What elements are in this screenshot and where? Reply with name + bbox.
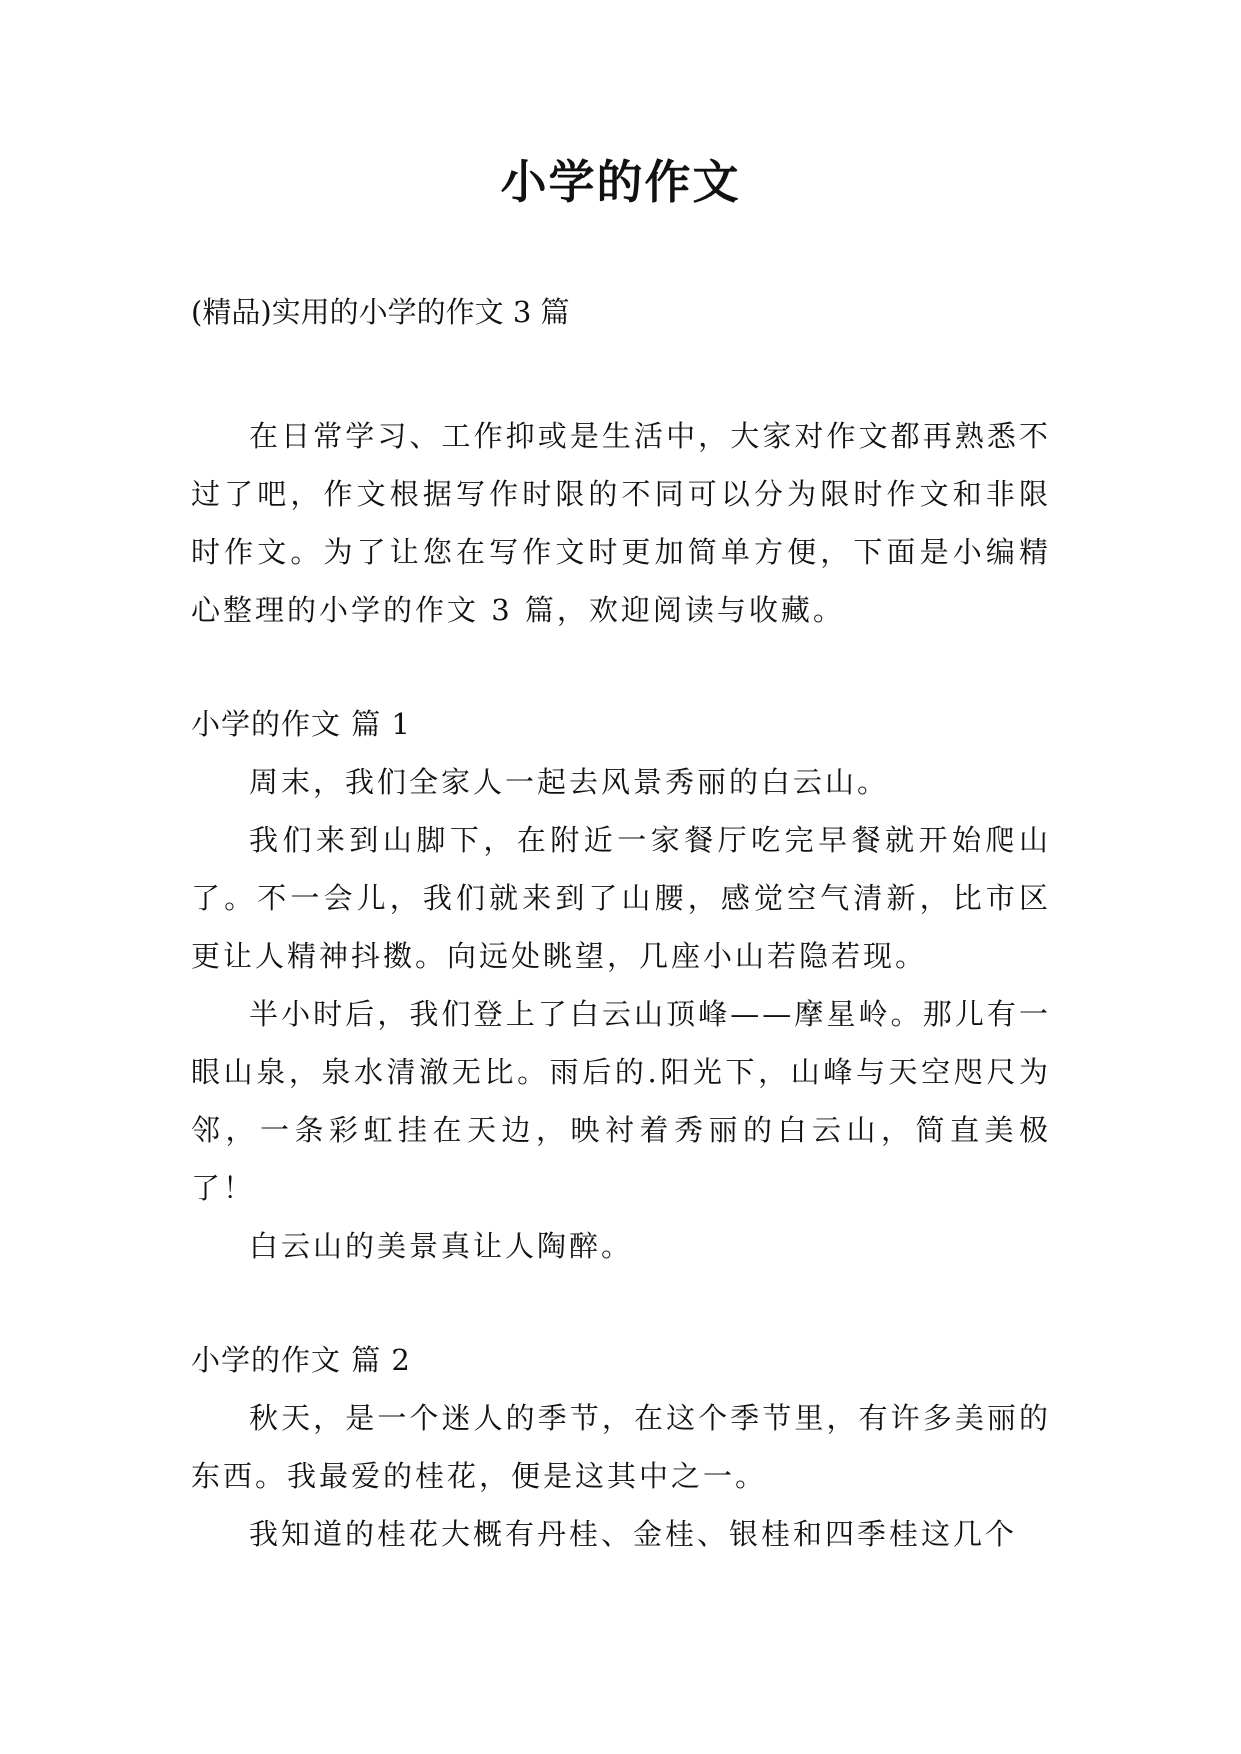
section-heading: 小学的作文 篇 1	[191, 707, 411, 741]
paragraph: 周末，我们全家人一起去风景秀丽的白云山。	[249, 765, 890, 799]
paragraph: 白云山的美景真让人陶醉。	[249, 1229, 634, 1263]
section-heading: 小学的作文 篇 2	[191, 1343, 411, 1377]
paragraph: 半小时后，我们登上了白云山顶峰——摩星岭。那儿有一眼山泉，泉水清澈无比。雨后的.阳光下，山峰与天空咫尺为邻，一条彩虹挂在天边，映衬着秀丽的白云山，简直美极了！	[191, 997, 1051, 1205]
essay-section-1	[191, 695, 1051, 1275]
document-body	[191, 407, 1051, 1563]
paragraph: 我们来到山脚下，在附近一家餐厅吃完早餐就开始爬山了。不一会儿，我们就来到了山腰，感觉空气清新，比市区更让人精神抖擞。向远处眺望，几座小山若隐若现。	[191, 823, 1051, 973]
essay-section-2	[191, 1331, 1051, 1563]
paragraph: 秋天，是一个迷人的季节，在这个季节里，有许多美丽的东西。我最爱的桂花，便是这其中之一。	[191, 1401, 1051, 1493]
page-title: 小学的作文	[500, 155, 741, 209]
paragraph: 我知道的桂花大概有丹桂、金桂、银桂和四季桂这几个	[249, 1517, 1018, 1551]
document-subtitle: (精品)实用的小学的作文 3 篇	[191, 295, 570, 329]
intro-paragraph: 在日常学习、工作抑或是生活中，大家对作文都再熟悉不过了吧，作文根据写作时限的不同可以分为限时作文和非限时作文。为了让您在写作文时更加简单方便，下面是小编精心整理的小学的作文 3 篇，欢迎阅读与收藏。	[191, 419, 1051, 627]
